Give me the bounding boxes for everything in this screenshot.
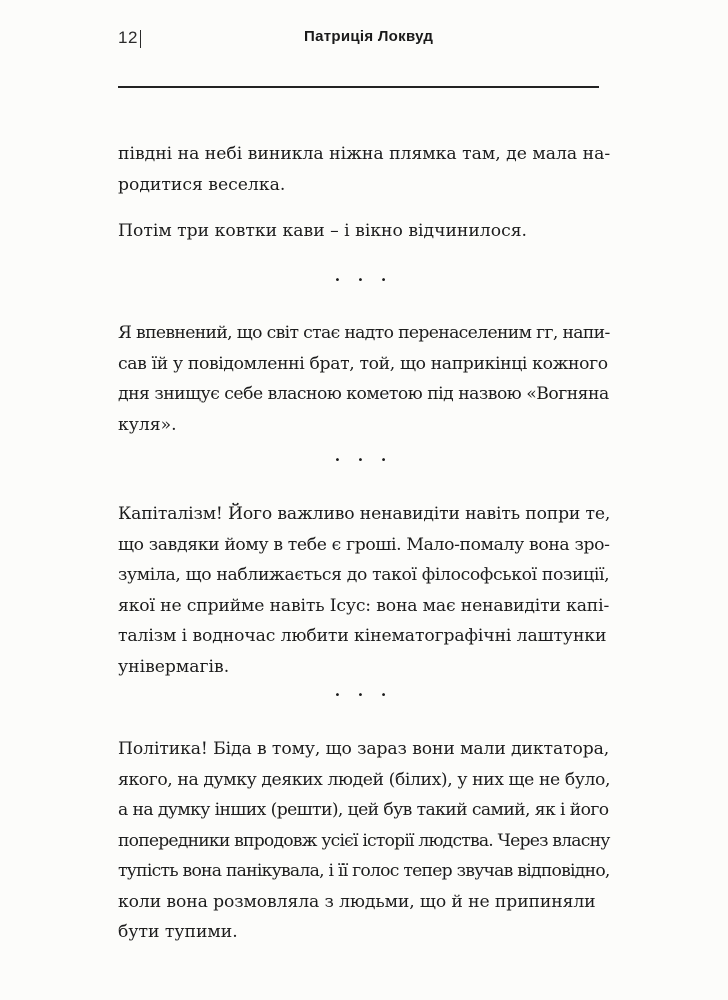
text-line: куля». [118, 414, 177, 435]
section-break: • • • [334, 275, 394, 286]
text-line: попередники впродовж усієї історії людства. Через власну [118, 830, 610, 851]
paragraph [118, 216, 608, 247]
text-line: дня знищує себе власною кометою під назвою «Вогняна [118, 384, 609, 404]
text-line: якої не сприйме навіть Ісус: вона має ненавидіти капі- [118, 595, 610, 616]
text-line: півдні на небі виникла ніжна плямка там, де мала на- [118, 144, 611, 164]
text-line: бути тупими. [118, 922, 238, 942]
text-line: якого, на думку деяких людей (білих), у них ще не було, [118, 769, 611, 790]
page-header [118, 26, 598, 56]
text-line: талізм і водночас любити кінематографічні лаштунки [118, 626, 607, 646]
text-line: Політика! Біда в тому, що зараз вони мали диктатора, [118, 739, 610, 759]
paragraph [118, 499, 611, 682]
text-line: а на думку інших (решти), цей був такий самий, як і його [118, 800, 609, 820]
paragraph [118, 318, 608, 440]
text-line: тупість вона панікувала, і її голос тепер звучав відповідно, [118, 861, 610, 881]
running-head-author: Патриція Локвуд [304, 28, 434, 45]
text-line: Я впевнений, що світ стає надто перенаселеним гг, напи- [118, 323, 610, 343]
header-divider [140, 30, 141, 48]
text-line: універмагів. [118, 656, 230, 677]
section-break: • • • [334, 690, 394, 701]
paragraph [118, 734, 611, 948]
text-line: Потім три ковтки кави – і вікно відчинилося. [118, 221, 528, 241]
text-line: сав їй у повідомленні брат, той, що наприкінці кожного [118, 353, 608, 374]
section-break: • • • [334, 455, 394, 466]
page-number: 12 [118, 28, 138, 47]
text-line: зуміла, що наближається до такої філософської позиції, [118, 565, 610, 585]
text-line: що завдяки йому в тебе є гроші. Мало-помалу вона зро- [118, 534, 610, 555]
paragraph [118, 139, 611, 200]
text-line: коли вона розмовляла з людьми, що й не припиняли [118, 891, 596, 912]
header-rule [118, 86, 599, 88]
text-line: Капіталізм! Його важливо ненавидіти навіть попри те, [118, 504, 611, 524]
text-line: родитися веселка. [118, 174, 286, 195]
